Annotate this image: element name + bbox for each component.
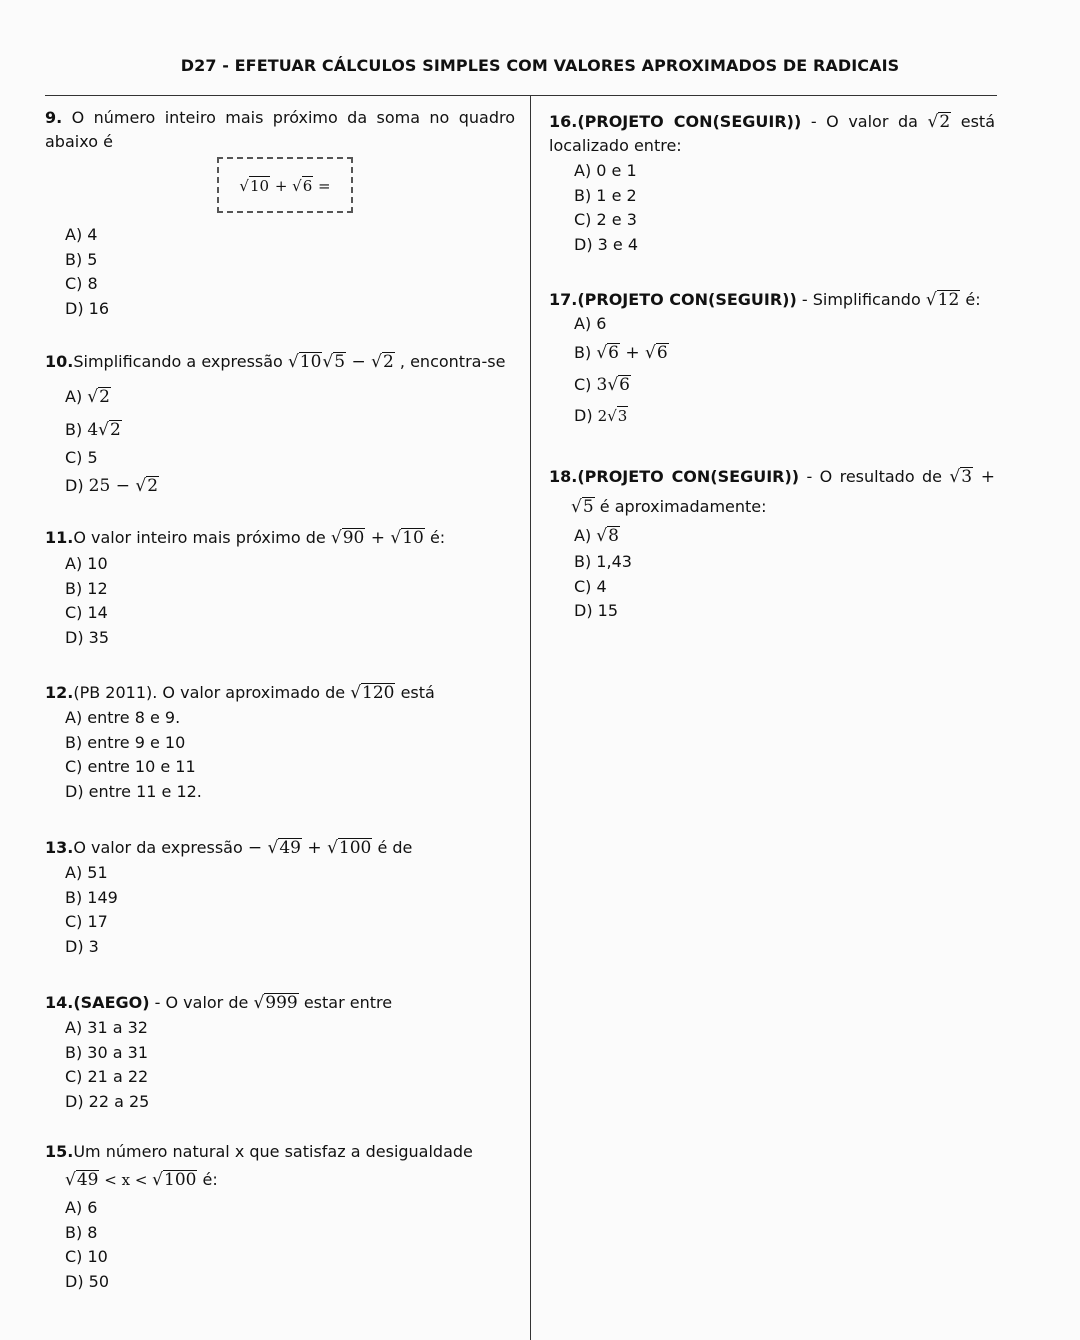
question-14-suffix: estar entre	[298, 993, 393, 1012]
sqrt-icon: √	[287, 352, 299, 372]
question-15	[45, 1140, 515, 1164]
option-d[interactable]: D) 3	[65, 937, 99, 957]
option-c[interactable]: C) 8	[65, 274, 98, 294]
sqrt-icon: √	[65, 1170, 76, 1190]
option-c[interactable]: C) 14	[65, 603, 108, 623]
question-16-expression: √2	[927, 112, 951, 132]
question-10	[45, 350, 525, 374]
option-c[interactable]: C) 2 e 3	[574, 210, 637, 230]
option-a[interactable]: A) √8	[554, 522, 754, 550]
option-d[interactable]: D) 25 − √2	[45, 471, 345, 501]
question-16-suffix: está localizado entre:	[549, 112, 996, 155]
option-c[interactable]: C) entre 10 e 11	[65, 757, 196, 777]
sqrt-icon: √	[949, 467, 961, 487]
question-10-options	[45, 380, 345, 501]
option-b[interactable]: B) √6 + √6	[554, 337, 854, 369]
question-12-options	[45, 706, 345, 805]
question-13-number: 13.	[45, 838, 74, 857]
question-17-options	[554, 312, 854, 431]
sqrt-icon: √	[927, 112, 939, 132]
option-a[interactable]: A) 6	[65, 1198, 98, 1217]
sqrt-icon: √	[253, 993, 265, 1013]
option-d[interactable]: D) entre 11 e 12.	[65, 782, 202, 802]
option-b[interactable]: B) entre 9 e 10	[65, 732, 186, 752]
question-16	[549, 110, 995, 158]
sqrt-icon: √	[350, 683, 362, 703]
question-16-number: 16.(PROJETO CON(SEGUIR))	[549, 112, 802, 131]
sqrt-icon: √	[596, 342, 608, 363]
option-c[interactable]: C) 4	[574, 576, 607, 596]
option-b[interactable]: B) 4√2	[45, 414, 345, 446]
question-10-expression: √10√5 − √2	[287, 352, 394, 372]
sqrt-icon: √	[390, 528, 402, 548]
question-14-text: - O valor de	[149, 993, 254, 1012]
question-9	[45, 106, 515, 154]
question-10-number: 10.	[45, 352, 74, 371]
question-9-text: O número inteiro mais próximo da soma no quadro abaixo é	[45, 108, 515, 151]
question-13-suffix: é de	[372, 838, 413, 857]
option-c[interactable]: C) 21 a 22	[65, 1067, 149, 1087]
option-d[interactable]: D) 50	[65, 1272, 110, 1292]
question-17-text: - Simplificando	[796, 290, 926, 309]
question-11-expression: √90 + √10	[330, 528, 424, 548]
sqrt-icon: √	[152, 1170, 163, 1190]
question-9-expression: √10 + √6 =	[239, 176, 331, 195]
option-b[interactable]: B) 5	[65, 249, 98, 269]
question-11-suffix: é:	[424, 528, 446, 547]
sqrt-icon: √	[645, 342, 656, 363]
question-11-options	[45, 552, 245, 651]
question-15-text: Um número natural x que satisfaz a desigualdade	[73, 1142, 473, 1161]
question-15-expression: √49 < x < √100	[65, 1170, 197, 1190]
sqrt-icon: √	[607, 374, 619, 395]
question-18-options	[554, 522, 754, 624]
sqrt-icon: √	[596, 526, 608, 546]
question-17-number: 17.(PROJETO CON(SEGUIR))	[549, 290, 797, 309]
option-c[interactable]: C) 5	[65, 448, 98, 467]
option-a[interactable]: A) 0 e 1	[574, 161, 637, 180]
option-d[interactable]: D) 22 a 25	[65, 1092, 150, 1112]
option-b[interactable]: B) 12	[65, 578, 108, 598]
option-d[interactable]: D) 2√3	[554, 401, 854, 431]
question-15-number: 15.	[45, 1142, 74, 1161]
option-d[interactable]: D) 16	[65, 299, 110, 319]
option-c[interactable]: C) 3√6	[554, 369, 854, 401]
question-18	[549, 462, 995, 522]
question-15-options	[45, 1196, 245, 1295]
question-14-options	[45, 1016, 245, 1115]
option-b[interactable]: B) 1 e 2	[574, 185, 637, 205]
question-9-box	[217, 157, 353, 213]
sqrt-icon: √	[607, 406, 617, 425]
question-13-expression: − √49 + √100	[247, 838, 372, 858]
question-17	[549, 288, 995, 312]
question-11-number: 11.	[45, 528, 74, 547]
option-a[interactable]: A) 31 a 32	[65, 1018, 148, 1037]
question-17-expression: √12	[925, 290, 960, 310]
sqrt-icon: √	[327, 838, 338, 858]
question-18-expression: √3 +	[949, 467, 995, 487]
option-a[interactable]: A) √2	[45, 380, 345, 414]
question-12	[45, 681, 525, 705]
question-12-expression: √120	[350, 683, 395, 703]
option-b[interactable]: B) 149	[65, 887, 118, 907]
option-a[interactable]: A) 51	[65, 863, 108, 882]
sqrt-icon: √	[98, 420, 109, 440]
question-15-suffix: é:	[197, 1170, 218, 1189]
question-16-text: - O valor da	[801, 112, 928, 131]
question-14-number: 14.(SAEGO)	[45, 993, 150, 1012]
question-18-suffix: é aproximadamente:	[594, 497, 767, 516]
sqrt-icon: √	[239, 176, 249, 195]
option-b[interactable]: B) 1,43	[574, 552, 632, 571]
question-11-text: O valor inteiro mais próximo de	[73, 528, 331, 547]
sqrt-icon: √	[292, 176, 302, 195]
option-a[interactable]: A) 10	[65, 554, 108, 573]
question-14-expression: √999	[253, 993, 298, 1013]
sqrt-icon: √	[87, 387, 99, 407]
option-a[interactable]: A) entre 8 e 9.	[65, 708, 181, 727]
option-a[interactable]: A) 4	[65, 225, 98, 244]
option-b[interactable]: B) 30 a 31	[65, 1042, 148, 1062]
sqrt-icon: √	[267, 838, 279, 858]
sqrt-icon: √	[371, 352, 382, 372]
option-b[interactable]: B) 8	[65, 1222, 98, 1242]
question-11	[45, 526, 525, 550]
question-10-suffix: , encontra-se	[394, 352, 506, 371]
sqrt-icon: √	[322, 352, 334, 372]
question-13-options	[45, 861, 245, 960]
question-13	[45, 836, 525, 860]
question-17-suffix: é:	[960, 290, 981, 309]
question-15-expression-line	[65, 1168, 465, 1192]
option-a[interactable]: A) 6	[574, 314, 607, 333]
question-9-number: 9.	[45, 108, 63, 127]
question-14	[45, 991, 525, 1015]
sqrt-icon: √	[135, 475, 147, 496]
page-title: D27 - EFETUAR CÁLCULOS SIMPLES COM VALORES APROXIMADOS DE RADICAIS	[180, 56, 900, 75]
sqrt-icon: √	[571, 497, 582, 517]
option-d[interactable]: D) 3 e 4	[574, 235, 639, 255]
question-18-number: 18.(PROJETO CON(SEGUIR))	[549, 467, 800, 486]
option-c[interactable]: C) 17	[65, 912, 108, 932]
question-12-suffix: está	[395, 683, 435, 702]
question-13-text: O valor da expressão	[73, 838, 248, 857]
question-9-options	[45, 223, 245, 322]
horizontal-divider	[45, 95, 997, 96]
question-12-text: (PB 2011). O valor aproximado de	[73, 683, 351, 702]
sqrt-icon: √	[925, 290, 937, 310]
question-18-text: - O resultado de	[799, 467, 950, 486]
column-divider	[530, 96, 531, 1340]
option-d[interactable]: D) 15	[574, 601, 619, 621]
sqrt-icon: √	[330, 528, 342, 548]
question-10-text: Simplificando a expressão	[73, 352, 288, 371]
question-16-options	[554, 159, 754, 258]
option-c[interactable]: C) 10	[65, 1247, 108, 1267]
option-d[interactable]: D) 35	[65, 628, 110, 648]
question-18-expression-continued: √5	[571, 497, 595, 517]
question-12-number: 12.	[45, 683, 74, 702]
